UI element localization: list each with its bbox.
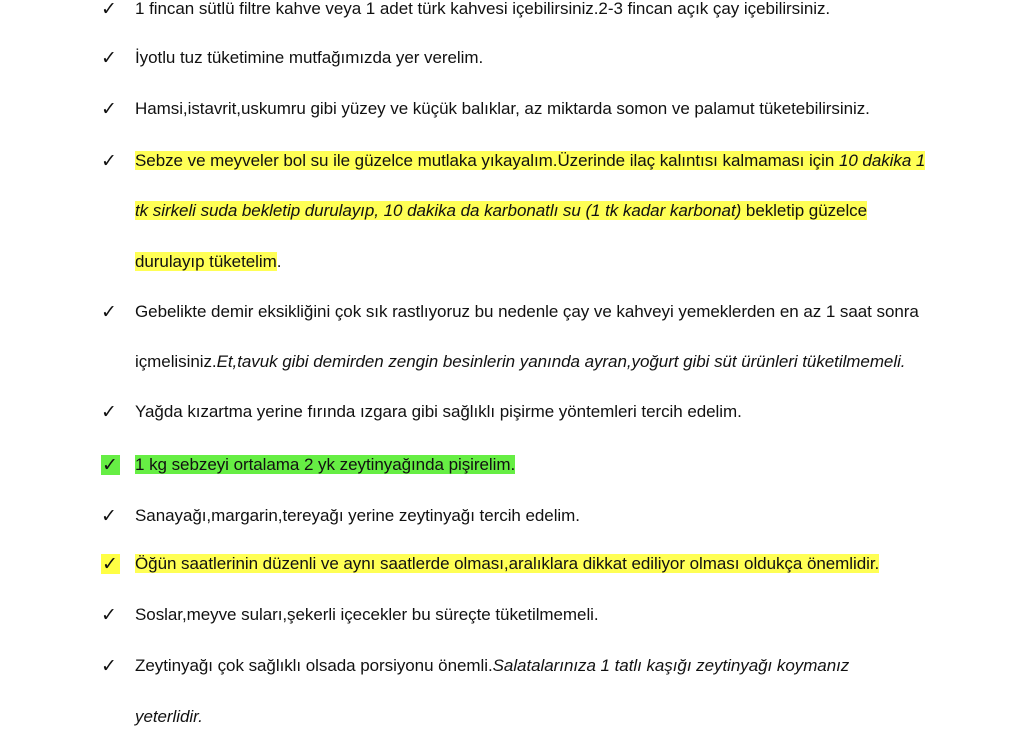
list-item-line [135, 98, 870, 119]
list-item-line [135, 505, 580, 526]
list-item-line [135, 454, 515, 475]
list-item-line [135, 251, 281, 272]
text-segment: Yağda kızartma yerine fırında ızgara gibi sağlıklı pişirme yöntemleri tercih edelim. [135, 402, 742, 421]
text-segment: durulayıp tüketelim [135, 252, 277, 271]
checkmark-icon: ✓ [101, 98, 117, 120]
checkmark-icon: ✓ [101, 47, 117, 69]
checkmark-icon: ✓ [102, 553, 118, 575]
checkmark-icon: ✓ [101, 0, 117, 20]
checkmark-icon: ✓ [101, 150, 117, 172]
checkmark-icon: ✓ [101, 505, 117, 527]
text-segment: Salatalarınıza 1 tatlı kaşığı zeytinyağı koymanız [492, 656, 850, 675]
text-segment: 1 fincan sütlü filtre kahve veya 1 adet türk kahvesi içebilirsiniz.2-3 fincan açık çay içebilirsiniz. [135, 0, 831, 18]
checkmark-icon: ✓ [101, 604, 117, 626]
list-item-line [135, 150, 925, 171]
text-segment: Gebelikte demir eksikliğini çok sık rastlıyoruz bu nedenle çay ve kahveyi yemeklerden en az 1 saat sonra [135, 302, 919, 321]
list-item-line [135, 706, 203, 727]
checkmark-icon: ✓ [101, 301, 117, 323]
text-segment: Et,tavuk gibi demirden zengin besinlerin yanında ayran,yoğurt gibi süt ürünleri tüketilmemeli. [216, 352, 906, 371]
text-segment: Zeytinyağı çok sağlıklı olsada porsiyonu önemli. [135, 656, 493, 675]
text-segment: . [276, 252, 282, 271]
list-item-line [135, 351, 905, 372]
checkmark-icon: ✓ [101, 401, 117, 423]
list-item-line [135, 200, 867, 221]
text-segment: içmelisiniz. [135, 352, 217, 371]
text-segment: Hamsi,istavrit,uskumru gibi yüzey ve küçük balıklar, az miktarda somon ve palamut tüketebilirsiniz. [135, 99, 870, 118]
text-segment: Soslar,meyve suları,şekerli içecekler bu süreçte tüketilmemeli. [135, 605, 599, 624]
text-segment: İyotlu tuz tüketimine mutfağımızda yer verelim. [135, 48, 484, 67]
text-segment: 1 kg sebzeyi ortalama 2 yk zeytinyağında pişirelim. [135, 455, 516, 474]
list-item-line [135, 604, 599, 625]
list-item-line [135, 0, 830, 19]
text-segment: Sanayağı,margarin,tereyağı yerine zeytinyağı tercih edelim. [135, 506, 580, 525]
list-item-line [135, 47, 483, 68]
text-segment: Sebze ve meyveler bol su ile güzelce mutlaka yıkayalım.Üzerinde ilaç kalıntısı kalmaması için [135, 151, 839, 170]
checkmark-icon: ✓ [101, 655, 117, 677]
text-segment: 10 dakika 1 [838, 151, 926, 170]
list-item-line [135, 655, 849, 676]
text-segment: tk sirkeli suda bekletip durulayıp, 10 dakika da karbonatlı su (1 tk kadar karbonat) [135, 201, 742, 220]
text-segment: yeterlidir. [135, 707, 203, 726]
text-segment: bekletip güzelce [741, 201, 868, 220]
list-item-line [135, 553, 879, 574]
text-segment: Öğün saatlerinin düzenli ve aynı saatlerde olması,aralıklara dikkat ediliyor olması oldukça önemlidir. [135, 554, 880, 573]
list-item-line [135, 301, 919, 322]
list-item-line [135, 401, 742, 422]
checkmark-icon: ✓ [102, 454, 118, 476]
